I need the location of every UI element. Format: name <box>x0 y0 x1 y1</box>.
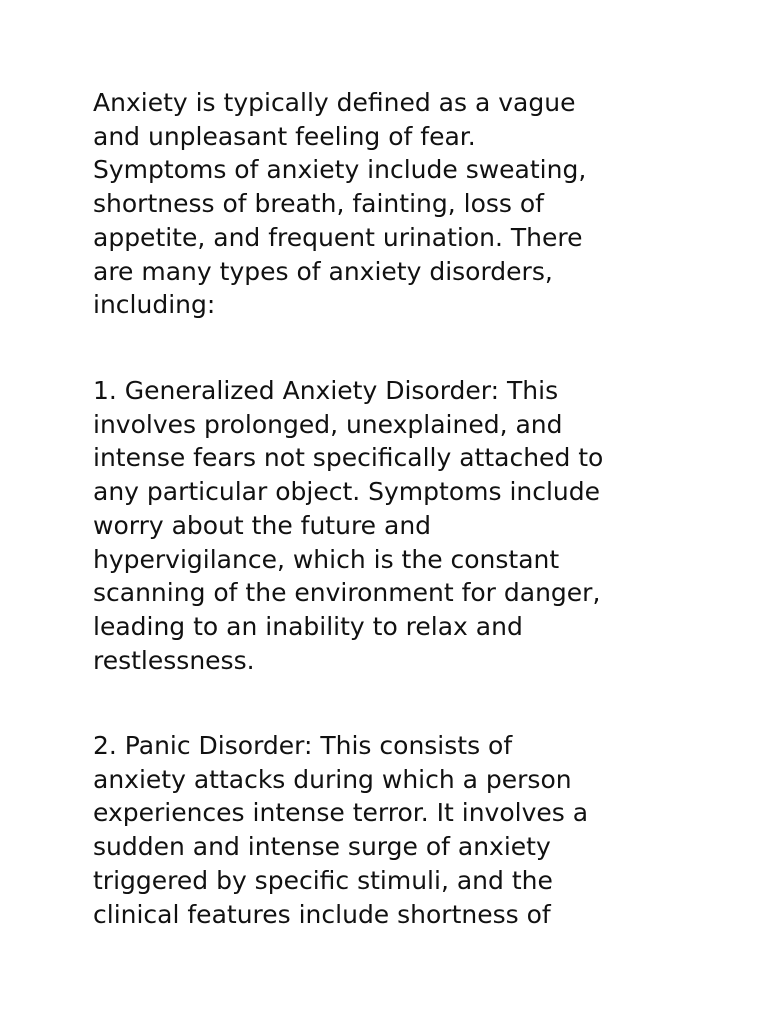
panic-disorder-paragraph: 2. Panic Disorder: This consists of anxiety attacks during which a person experiences intense terror. It involves a sudden and intense surge of anxiety triggered by specific stimuli, and the clinical features include shortness of <box>93 731 589 929</box>
generalized-anxiety-paragraph: 1. Generalized Anxiety Disorder: This involves prolonged, unexplained, and intense fears not specifically attached to any particular object. Symptoms include worry about the future and hypervigilance, which is the constant scanning of the environment for danger, leading to an inability to relax and restlessness. <box>93 376 604 675</box>
intro-paragraph: Anxiety is typically defined as a vague and unpleasant feeling of fear. Symptoms of anxiety include sweating, shortness of breath, fainting, loss of appetite, and frequent urination. There are many types of anxiety disorders, including: <box>93 88 587 320</box>
